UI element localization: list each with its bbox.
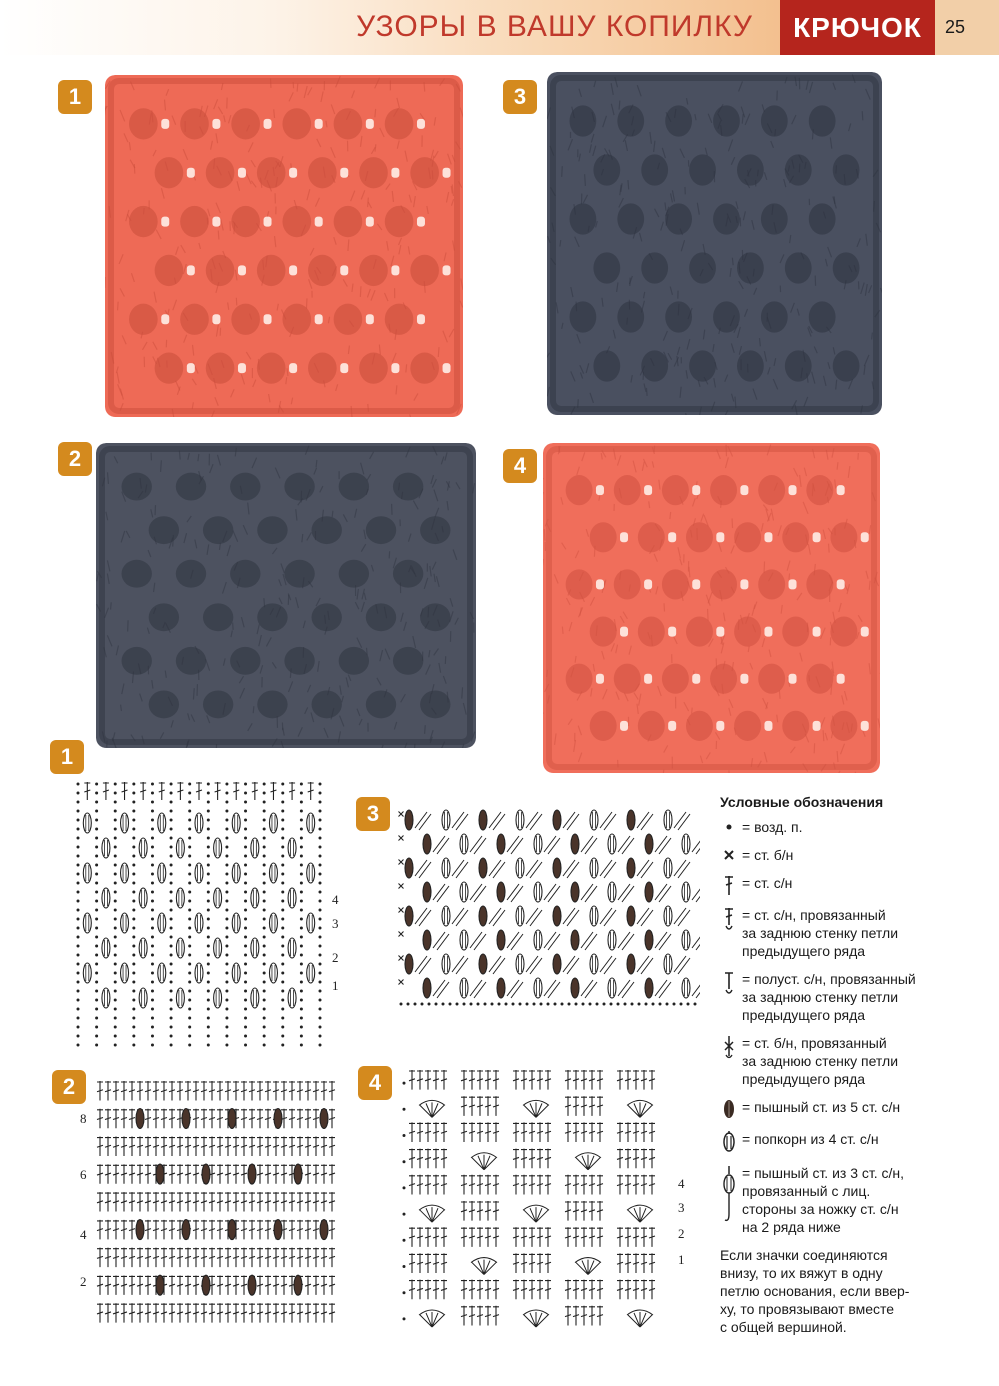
- dc-icon: [720, 874, 738, 896]
- diagram-1-row-label: 4: [332, 892, 339, 907]
- legend-item: = возд. п.: [720, 818, 990, 836]
- legend-title: Условные обозначения: [720, 794, 884, 810]
- page-title: УЗОРЫ В ВАШУ КОПИЛКУ: [356, 10, 753, 43]
- diagram-1-chart: [68, 778, 330, 1053]
- swatch-3-photo: [547, 72, 882, 415]
- diagram-4-row-label: 3: [678, 1200, 685, 1215]
- diagram-2-row-label: 4: [80, 1227, 87, 1242]
- diagram-2-row-label: 6: [80, 1167, 87, 1182]
- sc-back-loop-icon: [720, 1034, 738, 1060]
- swatch-4-photo: [543, 443, 880, 773]
- dc-back-loop-icon: [720, 906, 738, 932]
- dot-icon: [720, 818, 738, 836]
- diagram-1-row-label: 2: [332, 950, 339, 965]
- diagram-4-badge: 4: [358, 1066, 392, 1100]
- legend-item: = пышный ст. из 5 ст. с/н: [720, 1098, 990, 1120]
- hdc-back-loop-icon: [720, 970, 738, 996]
- diagram-3-symbols: [395, 800, 700, 1010]
- symbol-legend: [720, 794, 990, 1336]
- swatch-1-photo: [105, 75, 463, 417]
- diagram-1-symbols: [68, 778, 330, 1053]
- diagram-2-chart: [92, 1075, 340, 1325]
- legend-item: = ст. с/н: [720, 874, 990, 896]
- swatch-2-photo: [96, 443, 476, 748]
- swatch-1-badge: 1: [58, 80, 92, 114]
- swatch-4-badge: 4: [503, 449, 537, 483]
- diagram-4-symbols: [400, 1066, 675, 1328]
- swatch-3-badge: 3: [503, 80, 537, 114]
- diagram-4-row-label: 2: [678, 1226, 685, 1241]
- diagram-4-row-label: 1: [678, 1252, 685, 1267]
- page-number: 25: [935, 0, 999, 55]
- swatch-1-texture: [105, 75, 463, 417]
- diagram-1-row-label: 1: [332, 978, 339, 993]
- diagram-1-row-label: 3: [332, 916, 339, 931]
- swatch-3-texture: [547, 72, 882, 415]
- legend-item: = ст. с/н, провязанный за заднюю стенку петли предыдущего ряда: [720, 906, 990, 960]
- diagram-2-row-label: 8: [80, 1111, 87, 1126]
- swatch-2-texture: [96, 443, 476, 748]
- diagram-2-badge: 2: [52, 1070, 86, 1104]
- swatch-4-texture: [543, 443, 880, 773]
- diagram-2-symbols: [92, 1075, 340, 1325]
- diagram-2-row-label: 2: [80, 1274, 87, 1289]
- diagram-3-badge: 3: [356, 797, 390, 831]
- diagram-4-row-label: 4: [678, 1176, 685, 1191]
- cross-icon: [720, 846, 738, 864]
- puff-5-icon: [720, 1098, 738, 1120]
- legend-item: = попкорн из 4 ст. с/н: [720, 1130, 990, 1154]
- diagram-4-chart: [400, 1066, 675, 1328]
- section-tag: КРЮЧОК: [780, 0, 935, 55]
- legend-item: = ст. б/н, провязанный за заднюю стенку петли предыдущего ряда: [720, 1034, 990, 1088]
- legend-item: = ст. б/н: [720, 846, 990, 864]
- diagram-1-badge: 1: [50, 740, 84, 774]
- legend-note: Если значки соединяются внизу, то их вяжут в одну петлю основания, если ввер- ху, то провязывают вместе с общей вершиной.: [720, 1247, 910, 1335]
- legend-item: = пышный ст. из 3 ст. с/н, провязанный с лиц. стороны за ножку ст. с/н на 2 ряда ниже: [720, 1164, 990, 1236]
- diagram-3-chart: [395, 800, 700, 1010]
- popcorn-icon: [720, 1130, 738, 1154]
- puff-3-icon: [720, 1164, 738, 1224]
- legend-item: = полуст. с/н, провязанный за заднюю стенку петли предыдущего ряда: [720, 970, 990, 1024]
- swatch-2-badge: 2: [58, 442, 92, 476]
- page-header: [0, 0, 999, 58]
